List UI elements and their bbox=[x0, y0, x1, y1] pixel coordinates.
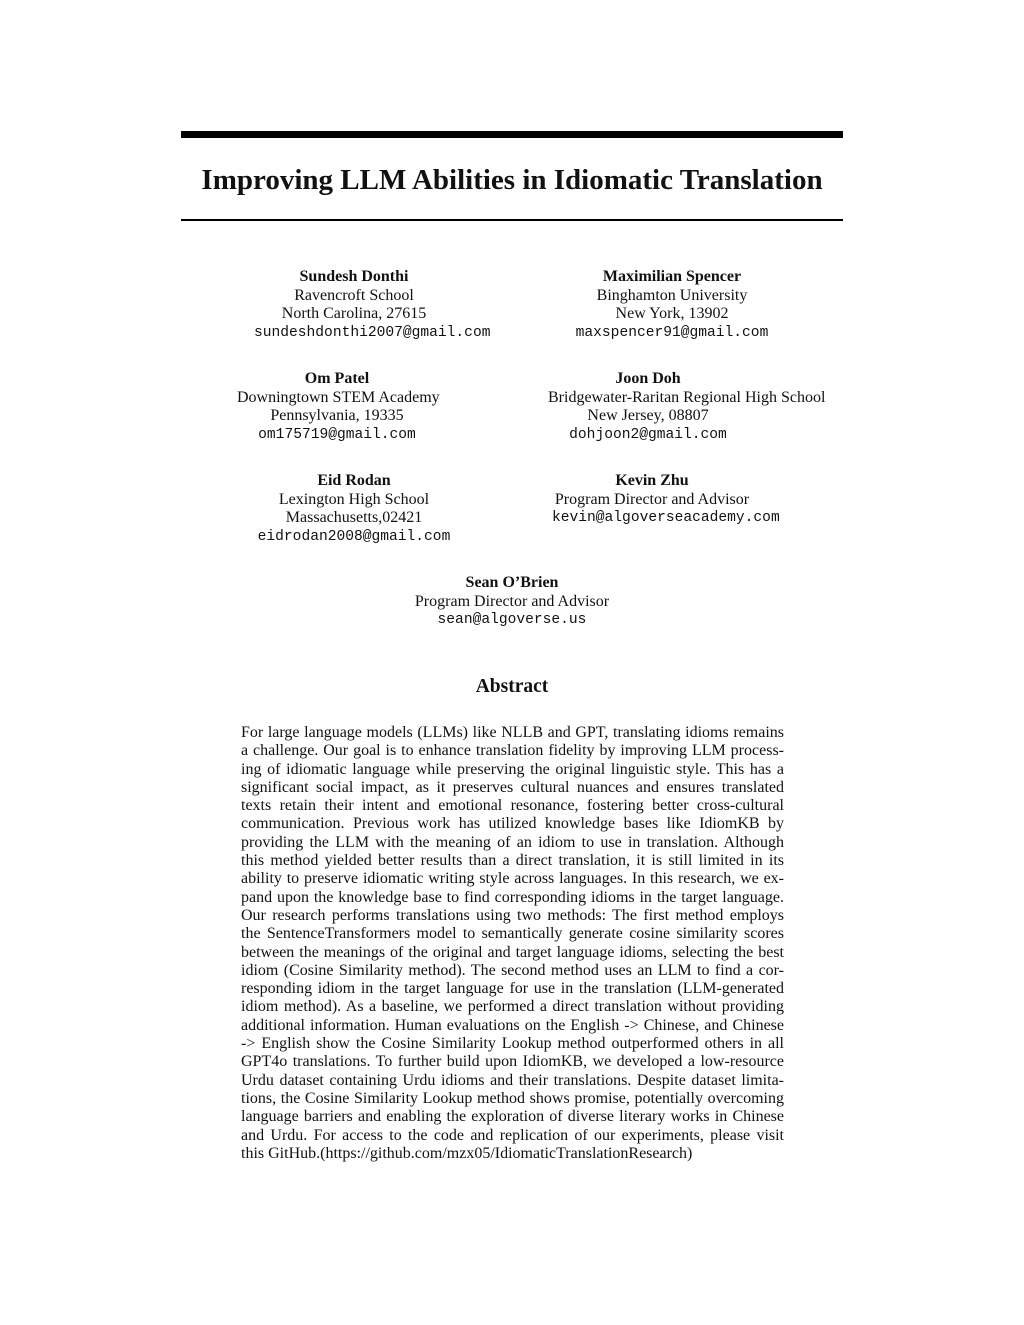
paper-title: Improving LLM Abilities in Idiomatic Translation bbox=[201, 164, 823, 196]
author-name: Eid Rodan bbox=[317, 472, 391, 489]
abstract-line: additional information. Human evaluations on the English -> Chinese, and Chinese bbox=[241, 1016, 784, 1034]
author-name: Sean O’Brien bbox=[465, 574, 559, 591]
author-location: Massachusetts,02421 bbox=[285, 509, 423, 526]
abstract-line: responding idiom in the target language for use in the translation (LLM-generated bbox=[241, 980, 784, 998]
author-block bbox=[552, 472, 780, 528]
author-name: Maximilian Spencer bbox=[602, 268, 742, 285]
author-affiliation: Ravencroft School bbox=[294, 286, 414, 304]
author-block bbox=[572, 268, 772, 342]
author-location: New York, 13902 bbox=[615, 305, 729, 322]
abstract-line: language barriers and enabling the exploration of diverse literary works in Chinese bbox=[241, 1108, 784, 1126]
author-email: maxspencer91@gmail.com bbox=[575, 324, 769, 341]
abstract-line: Urdu dataset containing Urdu idioms and their translations. Despite dataset limita- bbox=[241, 1071, 784, 1089]
author-block bbox=[412, 574, 612, 630]
abstract-line: a challenge. Our goal is to enhance translation fidelity by improving LLM process- bbox=[241, 742, 784, 760]
author-block bbox=[254, 268, 491, 342]
author-affiliation: Program Director and Advisor bbox=[554, 490, 750, 508]
author-affiliation: Lexington High School bbox=[278, 490, 430, 508]
abstract-line: Our research performs translations using two methods: The first method employs bbox=[241, 906, 784, 924]
abstract-line: this GitHub.(https://github.com/mzx05/IdiomaticTranslationResearch) bbox=[241, 1144, 693, 1162]
author-name: Joon Doh bbox=[615, 370, 681, 387]
author-name: Om Patel bbox=[304, 370, 370, 387]
author-email: dohjoon2@gmail.com bbox=[569, 426, 727, 443]
abstract-line: and Urdu. For access to the code and replication of our experiments, please visit bbox=[241, 1126, 784, 1144]
title-bottom-rule bbox=[181, 219, 843, 221]
abstract-line: the SentenceTransformers model to semantically generate cosine similarity scores bbox=[241, 925, 784, 943]
author-affiliation: Bridgewater-Raritan Regional High School bbox=[548, 388, 826, 406]
abstract-line: providing the LLM with the meaning of an idiom to use in translation. Although bbox=[241, 833, 784, 851]
author-block bbox=[254, 472, 454, 546]
abstract-line: ing of idiomatic language while preserving the original linguistic style. This has a bbox=[241, 760, 784, 778]
abstract-line: tions, the Cosine Similarity Lookup method shows promise, potentially overcoming bbox=[241, 1089, 784, 1107]
author-affiliation: Program Director and Advisor bbox=[414, 592, 610, 610]
author-location: New Jersey, 08807 bbox=[587, 407, 709, 424]
abstract-line: ability to preserve idiomatic writing style across languages. In this research, we ex- bbox=[241, 870, 784, 888]
author-name: Sundesh Donthi bbox=[299, 268, 409, 285]
abstract-line: idiom (Cosine Similarity method). The second method uses an LLM to find a cor- bbox=[241, 961, 784, 979]
title-top-rule bbox=[181, 131, 843, 138]
abstract-line: -> English show the Cosine Similarity Lookup method outperformed others in all bbox=[241, 1035, 784, 1053]
author-location: Pennsylvania, 19335 bbox=[270, 407, 404, 424]
author-affiliation: Downingtown STEM Academy bbox=[237, 388, 440, 406]
abstract-line: this method yielded better results than a direct translation, it is still limited in its bbox=[241, 852, 784, 870]
abstract-line: texts retain their intent and emotional resonance, fostering better cross-cultural bbox=[241, 797, 784, 815]
author-email: kevin@algoverseacademy.com bbox=[552, 510, 780, 526]
abstract-line: significant social impact, as it preserves cultural nuances and ensures translated bbox=[241, 778, 784, 796]
author-affiliation: Binghamton University bbox=[596, 286, 748, 304]
abstract-line: pand upon the knowledge base to find corresponding idioms in the target language. bbox=[241, 888, 784, 906]
abstract-heading: Abstract bbox=[475, 676, 549, 697]
author-location: North Carolina, 27615 bbox=[281, 305, 427, 322]
abstract-line: between the meanings of the original and target language idioms, selecting the best bbox=[241, 943, 784, 961]
author-email: sundeshdonthi2007@gmail.com bbox=[254, 324, 491, 341]
author-email: om175719@gmail.com bbox=[258, 426, 416, 443]
abstract-line: communication. Previous work has utilized knowledge bases like IdiomKB by bbox=[241, 815, 784, 833]
abstract-line: For large language models (LLMs) like NLLB and GPT, translating idioms remains bbox=[241, 724, 784, 741]
abstract-line: idiom method). As a baseline, we performed a direct translation without providing bbox=[241, 998, 784, 1016]
author-block bbox=[548, 370, 826, 444]
author-name: Kevin Zhu bbox=[615, 472, 689, 489]
abstract-body bbox=[241, 724, 784, 1163]
author-email: eidrodan2008@gmail.com bbox=[257, 528, 451, 545]
author-block bbox=[237, 370, 440, 444]
author-email: sean@algoverse.us bbox=[437, 612, 587, 628]
abstract-line: GPT4o translations. To further build upon IdiomKB, we developed a low-resource bbox=[241, 1053, 784, 1071]
